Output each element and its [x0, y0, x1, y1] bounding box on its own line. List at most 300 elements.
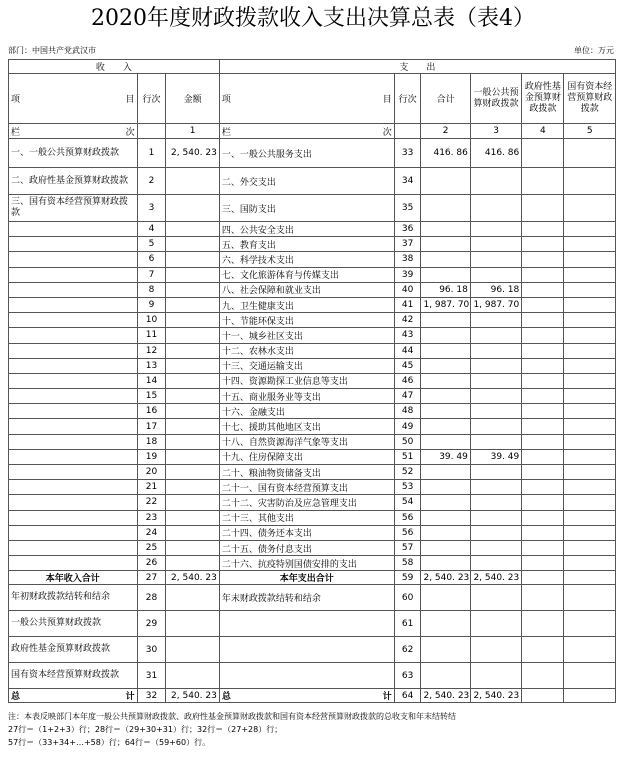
expense-item-name: 十八、自然资源海洋气象等支出 [219, 434, 394, 449]
total-amount [421, 389, 470, 404]
expense-item-name: 十三、交通运输支出 [219, 358, 394, 373]
expense-line-no: 45 [394, 358, 421, 373]
empty-cell [470, 637, 521, 663]
total-amount: 416. 86 [421, 139, 470, 168]
income-line-no: 18 [137, 434, 166, 449]
expense-line-no: 63 [394, 663, 421, 689]
gov-fund-amount [522, 328, 564, 343]
table-row [9, 168, 616, 195]
state-capital-amount [564, 313, 616, 328]
expense-line-header: 行次 [394, 74, 421, 124]
income-amount [166, 637, 219, 663]
income-line-no: 9 [137, 297, 166, 312]
gov-fund-amount [522, 495, 564, 510]
state-capital-amount [564, 525, 616, 540]
income-line-no: 1 [137, 139, 166, 168]
state-capital-amount [564, 556, 616, 571]
expense-line-no: 62 [394, 637, 421, 663]
state-capital-amount [564, 465, 616, 480]
section-header-row [9, 60, 616, 74]
gov-fund-amount [522, 252, 564, 267]
income-item-name [9, 237, 138, 252]
total-amount [421, 556, 470, 571]
income-line-no: 23 [137, 510, 166, 525]
state-capital-amount [564, 358, 616, 373]
income-amount [166, 465, 219, 480]
income-item-name [9, 419, 138, 434]
table-row [9, 237, 616, 252]
state-capital-amount [564, 343, 616, 358]
empty-cell [564, 585, 616, 611]
state-capital-header: 国有资本经营预算财政拨款 [564, 74, 616, 124]
expense-line-no: 46 [394, 373, 421, 388]
income-line-no: 6 [137, 252, 166, 267]
expense-line-no: 41 [394, 297, 421, 312]
income-amount [166, 297, 219, 312]
expense-line-no: 44 [394, 343, 421, 358]
state-capital-amount [564, 434, 616, 449]
expense-item-name: 十九、住房保障支出 [219, 449, 394, 464]
expense-line-no: 43 [394, 328, 421, 343]
total-amount [421, 222, 470, 237]
gov-fund-amount [522, 434, 564, 449]
income-line-no: 7 [137, 267, 166, 282]
expense-grand-total-label-start: 总 [221, 692, 231, 703]
income-item-name [9, 343, 138, 358]
state-capital-amount [564, 222, 616, 237]
expense-line-no: 64 [394, 689, 421, 703]
expense-line-no: 53 [394, 480, 421, 495]
state-capital-amount [564, 389, 616, 404]
income-line-no: 11 [137, 328, 166, 343]
general-budget-amount [470, 267, 521, 282]
total-amount [421, 525, 470, 540]
income-line-no: 14 [137, 373, 166, 388]
expense-item-name: 十四、资源勘探工业信息等支出 [219, 373, 394, 388]
gov-fund-amount [522, 139, 564, 168]
income-item-name: 三、国有资本经营预算财政拨款 [9, 195, 138, 222]
gov-fund-amount [522, 282, 564, 297]
state-capital-amount [564, 195, 616, 222]
income-item-name [9, 373, 138, 388]
general-budget-amount [470, 313, 521, 328]
income-grand-total-label-start: 总 [11, 692, 21, 703]
department-label: 部门：中国共产党武汉市 [8, 46, 96, 55]
expense-line-no: 56 [394, 510, 421, 525]
state-capital-amount [564, 495, 616, 510]
expense-line-no: 57 [394, 540, 421, 555]
table-row [9, 139, 616, 168]
expense-item-name: 年末财政拨款结转和结余 [219, 585, 394, 611]
expense-line-no: 35 [394, 195, 421, 222]
expense-line-no: 48 [394, 404, 421, 419]
empty-cell [421, 637, 470, 663]
income-line-no: 19 [137, 449, 166, 464]
general-budget-amount [470, 510, 521, 525]
gov-fund-amount [522, 222, 564, 237]
table-row [9, 465, 616, 480]
expense-item-name: 五、教育支出 [219, 237, 394, 252]
income-amount [166, 373, 219, 388]
income-line-no: 24 [137, 525, 166, 540]
table-row [9, 419, 616, 434]
general-budget-amount [470, 328, 521, 343]
total-amount [421, 328, 470, 343]
table-row [9, 252, 616, 267]
expense-line-no: 54 [394, 495, 421, 510]
income-item-name [9, 465, 138, 480]
expense-line-no: 56 [394, 525, 421, 540]
income-amount [166, 389, 219, 404]
gov-fund-amount [522, 525, 564, 540]
gov-fund-amount [522, 389, 564, 404]
general-budget-amount [470, 373, 521, 388]
expense-line-no: 50 [394, 434, 421, 449]
general-budget-amount [470, 222, 521, 237]
income-amount [166, 328, 219, 343]
state-capital-amount [564, 419, 616, 434]
expense-item-name: 二十四、债务还本支出 [219, 525, 394, 540]
income-line-no: 17 [137, 419, 166, 434]
expense-line-no: 58 [394, 556, 421, 571]
income-amount [166, 556, 219, 571]
general-budget-amount [470, 389, 521, 404]
expense-item-name: 十二、农林水支出 [219, 343, 394, 358]
expense-line-no: 49 [394, 419, 421, 434]
income-line-no: 31 [137, 663, 166, 689]
state-capital-amount [564, 404, 616, 419]
state-capital-amount [564, 282, 616, 297]
expense-line-no: 37 [394, 237, 421, 252]
empty-cell [421, 663, 470, 689]
income-amount [166, 480, 219, 495]
general-budget-amount [470, 525, 521, 540]
state-capital-amount [564, 267, 616, 282]
expense-grand-total-label [219, 689, 394, 703]
table-row [9, 328, 616, 343]
gov-fund-amount [522, 297, 564, 312]
general-budget-amount: 2, 540. 23 [470, 689, 521, 703]
empty-cell [522, 611, 564, 637]
expense-col-label [219, 124, 394, 139]
general-budget-amount [470, 404, 521, 419]
general-budget-amount [470, 168, 521, 195]
general-budget-amount [470, 358, 521, 373]
gov-fund-amount [522, 343, 564, 358]
total-amount: 39. 49 [421, 449, 470, 464]
total-amount [421, 480, 470, 495]
state-capital-amount [564, 373, 616, 388]
income-line-no: 8 [137, 282, 166, 297]
state-capital-amount [564, 540, 616, 555]
income-item-name [9, 358, 138, 373]
gov-fund-amount [522, 195, 564, 222]
general-budget-amount [470, 195, 521, 222]
general-budget-amount [470, 434, 521, 449]
expense-item-name: 九、卫生健康支出 [219, 297, 394, 312]
general-budget-amount [470, 465, 521, 480]
col-number: 4 [522, 124, 564, 139]
table-row [9, 480, 616, 495]
income-amount [166, 540, 219, 555]
total-amount [421, 313, 470, 328]
state-capital-amount [564, 168, 616, 195]
income-amount [166, 510, 219, 525]
column-number-row [9, 124, 616, 139]
general-budget-amount [470, 252, 521, 267]
empty-cell [394, 124, 421, 139]
footnote-line: 57行＝（33+34+…+58）行；64行＝（59+60）行。 [8, 738, 211, 747]
expense-item-name: 二十六、抗疫特别国债安排的支出 [219, 556, 394, 571]
column-header-row [9, 74, 616, 124]
expense-item-name: 二、外交支出 [219, 168, 394, 195]
empty-cell [470, 611, 521, 637]
gov-fund-amount [522, 510, 564, 525]
state-capital-amount [564, 139, 616, 168]
state-capital-amount [564, 449, 616, 464]
expense-item-name: 三、国防支出 [219, 195, 394, 222]
income-item-name [9, 267, 138, 282]
general-budget-amount: 39. 49 [470, 449, 521, 464]
expense-item-name: 二十五、债务付息支出 [219, 540, 394, 555]
empty-cell [421, 585, 470, 611]
income-item-name [9, 282, 138, 297]
state-capital-amount [564, 571, 616, 585]
report-table [8, 59, 616, 703]
state-capital-amount [564, 237, 616, 252]
general-budget-amount [470, 495, 521, 510]
gov-fund-amount [522, 373, 564, 388]
income-line-no: 3 [137, 195, 166, 222]
state-capital-amount [564, 689, 616, 703]
income-item-name [9, 556, 138, 571]
general-budget-header: 一般公共预算财政拨款 [470, 74, 521, 124]
unit-label: 单位：万元 [574, 46, 614, 55]
income-line-no: 13 [137, 358, 166, 373]
col-label-start: 栏 [11, 127, 21, 138]
income-amount [166, 267, 219, 282]
income-item-name [9, 328, 138, 343]
general-budget-amount [470, 343, 521, 358]
expense-line-no: 34 [394, 168, 421, 195]
income-item-header [9, 74, 138, 124]
total-amount: 2, 540. 23 [421, 689, 470, 703]
expense-grand-total-label-end: 计 [382, 692, 392, 703]
grand-total-row [9, 689, 616, 703]
income-line-no: 29 [137, 611, 166, 637]
general-budget-amount [470, 480, 521, 495]
total-amount [421, 267, 470, 282]
total-amount [421, 404, 470, 419]
income-item-name [9, 525, 138, 540]
income-col-label [9, 124, 138, 139]
col-label-end: 次 [125, 127, 135, 138]
income-item-name: 一般公共预算财政拨款 [9, 611, 138, 637]
income-amount [166, 252, 219, 267]
income-amount [166, 343, 219, 358]
state-capital-amount [564, 297, 616, 312]
income-line-no: 21 [137, 480, 166, 495]
gov-fund-header: 政府性基金预算财政拨款 [522, 74, 564, 124]
income-amount [166, 434, 219, 449]
expense-item-name [219, 663, 394, 689]
empty-cell [564, 637, 616, 663]
state-capital-amount [564, 252, 616, 267]
col-label-end: 次 [382, 127, 392, 138]
income-amount-header: 金额 [166, 74, 219, 124]
footnote-line: 注：本表反映部门本年度一般公共预算财政拨款、政府性基金预算财政拨款和国有资本经营预算财政拨款的总收支和年末结转结 [8, 712, 456, 721]
total-amount [421, 465, 470, 480]
table-row [9, 195, 616, 222]
gov-fund-amount [522, 267, 564, 282]
table-row [9, 313, 616, 328]
report-table-body [9, 60, 616, 703]
expense-item-name: 二十二、灾害防治及应急管理支出 [219, 495, 394, 510]
income-item-name [9, 434, 138, 449]
table-row [9, 343, 616, 358]
expense-item-name: 十一、城乡社区支出 [219, 328, 394, 343]
expense-line-no: 61 [394, 611, 421, 637]
carryover-row [9, 611, 616, 637]
general-budget-amount: 1, 987. 70 [470, 297, 521, 312]
table-row [9, 373, 616, 388]
gov-fund-amount [522, 556, 564, 571]
income-grand-total-label [9, 689, 138, 703]
item-header-end: 目 [382, 95, 392, 105]
income-amount [166, 525, 219, 540]
empty-cell [470, 585, 521, 611]
expense-item-name: 一、一般公共服务支出 [219, 139, 394, 168]
income-line-no: 5 [137, 237, 166, 252]
income-line-no: 15 [137, 389, 166, 404]
state-capital-amount [564, 328, 616, 343]
income-amount [166, 358, 219, 373]
expense-item-name: 八、社会保障和就业支出 [219, 282, 394, 297]
income-item-name: 二、政府性基金预算财政拨款 [9, 168, 138, 195]
general-budget-amount: 2, 540. 23 [470, 571, 521, 585]
income-line-no: 10 [137, 313, 166, 328]
footnote [8, 710, 618, 749]
col-number: 1 [166, 124, 219, 139]
table-row [9, 449, 616, 464]
income-item-name [9, 495, 138, 510]
expense-item-name: 二十三、其他支出 [219, 510, 394, 525]
expense-item-name: 二十一、国有资本经营预算支出 [219, 480, 394, 495]
income-item-name [9, 313, 138, 328]
total-amount: 2, 540. 23 [421, 571, 470, 585]
total-amount [421, 168, 470, 195]
income-line-no: 16 [137, 404, 166, 419]
expense-item-name [219, 637, 394, 663]
expense-item-name: 六、科学技术支出 [219, 252, 394, 267]
total-amount [421, 540, 470, 555]
expense-item-name: 十六、金融支出 [219, 404, 394, 419]
income-amount: 2, 540. 23 [166, 571, 219, 585]
total-amount [421, 373, 470, 388]
expense-line-no: 52 [394, 465, 421, 480]
expense-line-no: 51 [394, 449, 421, 464]
income-amount [166, 282, 219, 297]
income-item-name: 一、一般公共预算财政拨款 [9, 139, 138, 168]
income-item-name [9, 252, 138, 267]
gov-fund-amount [522, 419, 564, 434]
income-line-no: 26 [137, 556, 166, 571]
expense-item-name: 十七、援助其他地区支出 [219, 419, 394, 434]
general-budget-amount [470, 419, 521, 434]
table-row [9, 510, 616, 525]
expense-item-name: 二十、粮油物资储备支出 [219, 465, 394, 480]
total-amount [421, 434, 470, 449]
income-amount [166, 168, 219, 195]
empty-cell [564, 663, 616, 689]
total-amount [421, 195, 470, 222]
income-item-name [9, 404, 138, 419]
col-number: 3 [470, 124, 521, 139]
table-row [9, 297, 616, 312]
expense-item-name: 四、公共安全支出 [219, 222, 394, 237]
income-amount [166, 237, 219, 252]
expense-line-no: 59 [394, 571, 421, 585]
total-amount [421, 510, 470, 525]
general-budget-amount [470, 540, 521, 555]
total-amount [421, 495, 470, 510]
total-amount [421, 252, 470, 267]
table-row [9, 556, 616, 571]
table-row [9, 267, 616, 282]
carryover-row [9, 637, 616, 663]
col-label-start: 栏 [221, 127, 231, 138]
income-item-name [9, 297, 138, 312]
expense-section-header: 支 出 [219, 60, 615, 74]
empty-cell [564, 611, 616, 637]
expense-line-no: 42 [394, 313, 421, 328]
income-line-no: 25 [137, 540, 166, 555]
income-item-name: 国有资本经营预算财政拨款 [9, 663, 138, 689]
gov-fund-amount [522, 540, 564, 555]
empty-cell [522, 637, 564, 663]
expense-item-name: 七、文化旅游体育与传媒支出 [219, 267, 394, 282]
table-row [9, 495, 616, 510]
income-item-name [9, 449, 138, 464]
empty-cell [421, 611, 470, 637]
table-row [9, 282, 616, 297]
income-line-no: 2 [137, 168, 166, 195]
income-amount [166, 222, 219, 237]
total-amount [421, 237, 470, 252]
empty-cell [522, 585, 564, 611]
table-row [9, 389, 616, 404]
gov-fund-amount [522, 313, 564, 328]
expense-item-name [219, 611, 394, 637]
gov-fund-amount [522, 358, 564, 373]
table-row [9, 404, 616, 419]
income-line-header: 行次 [137, 74, 166, 124]
income-amount [166, 663, 219, 689]
item-header-start: 项 [221, 95, 231, 105]
col-number: 5 [564, 124, 616, 139]
table-row [9, 358, 616, 373]
income-item-name [9, 222, 138, 237]
carryover-row [9, 663, 616, 689]
expense-total-label: 本年支出合计 [219, 571, 394, 585]
gov-fund-amount [522, 168, 564, 195]
table-row [9, 222, 616, 237]
empty-cell [470, 663, 521, 689]
expense-item-header [219, 74, 394, 124]
footnote-line: 27行＝（1+2+3）行；28行＝（29+30+31）行；32行＝（27+28）行； [8, 725, 283, 734]
empty-cell [522, 663, 564, 689]
gov-fund-amount [522, 480, 564, 495]
